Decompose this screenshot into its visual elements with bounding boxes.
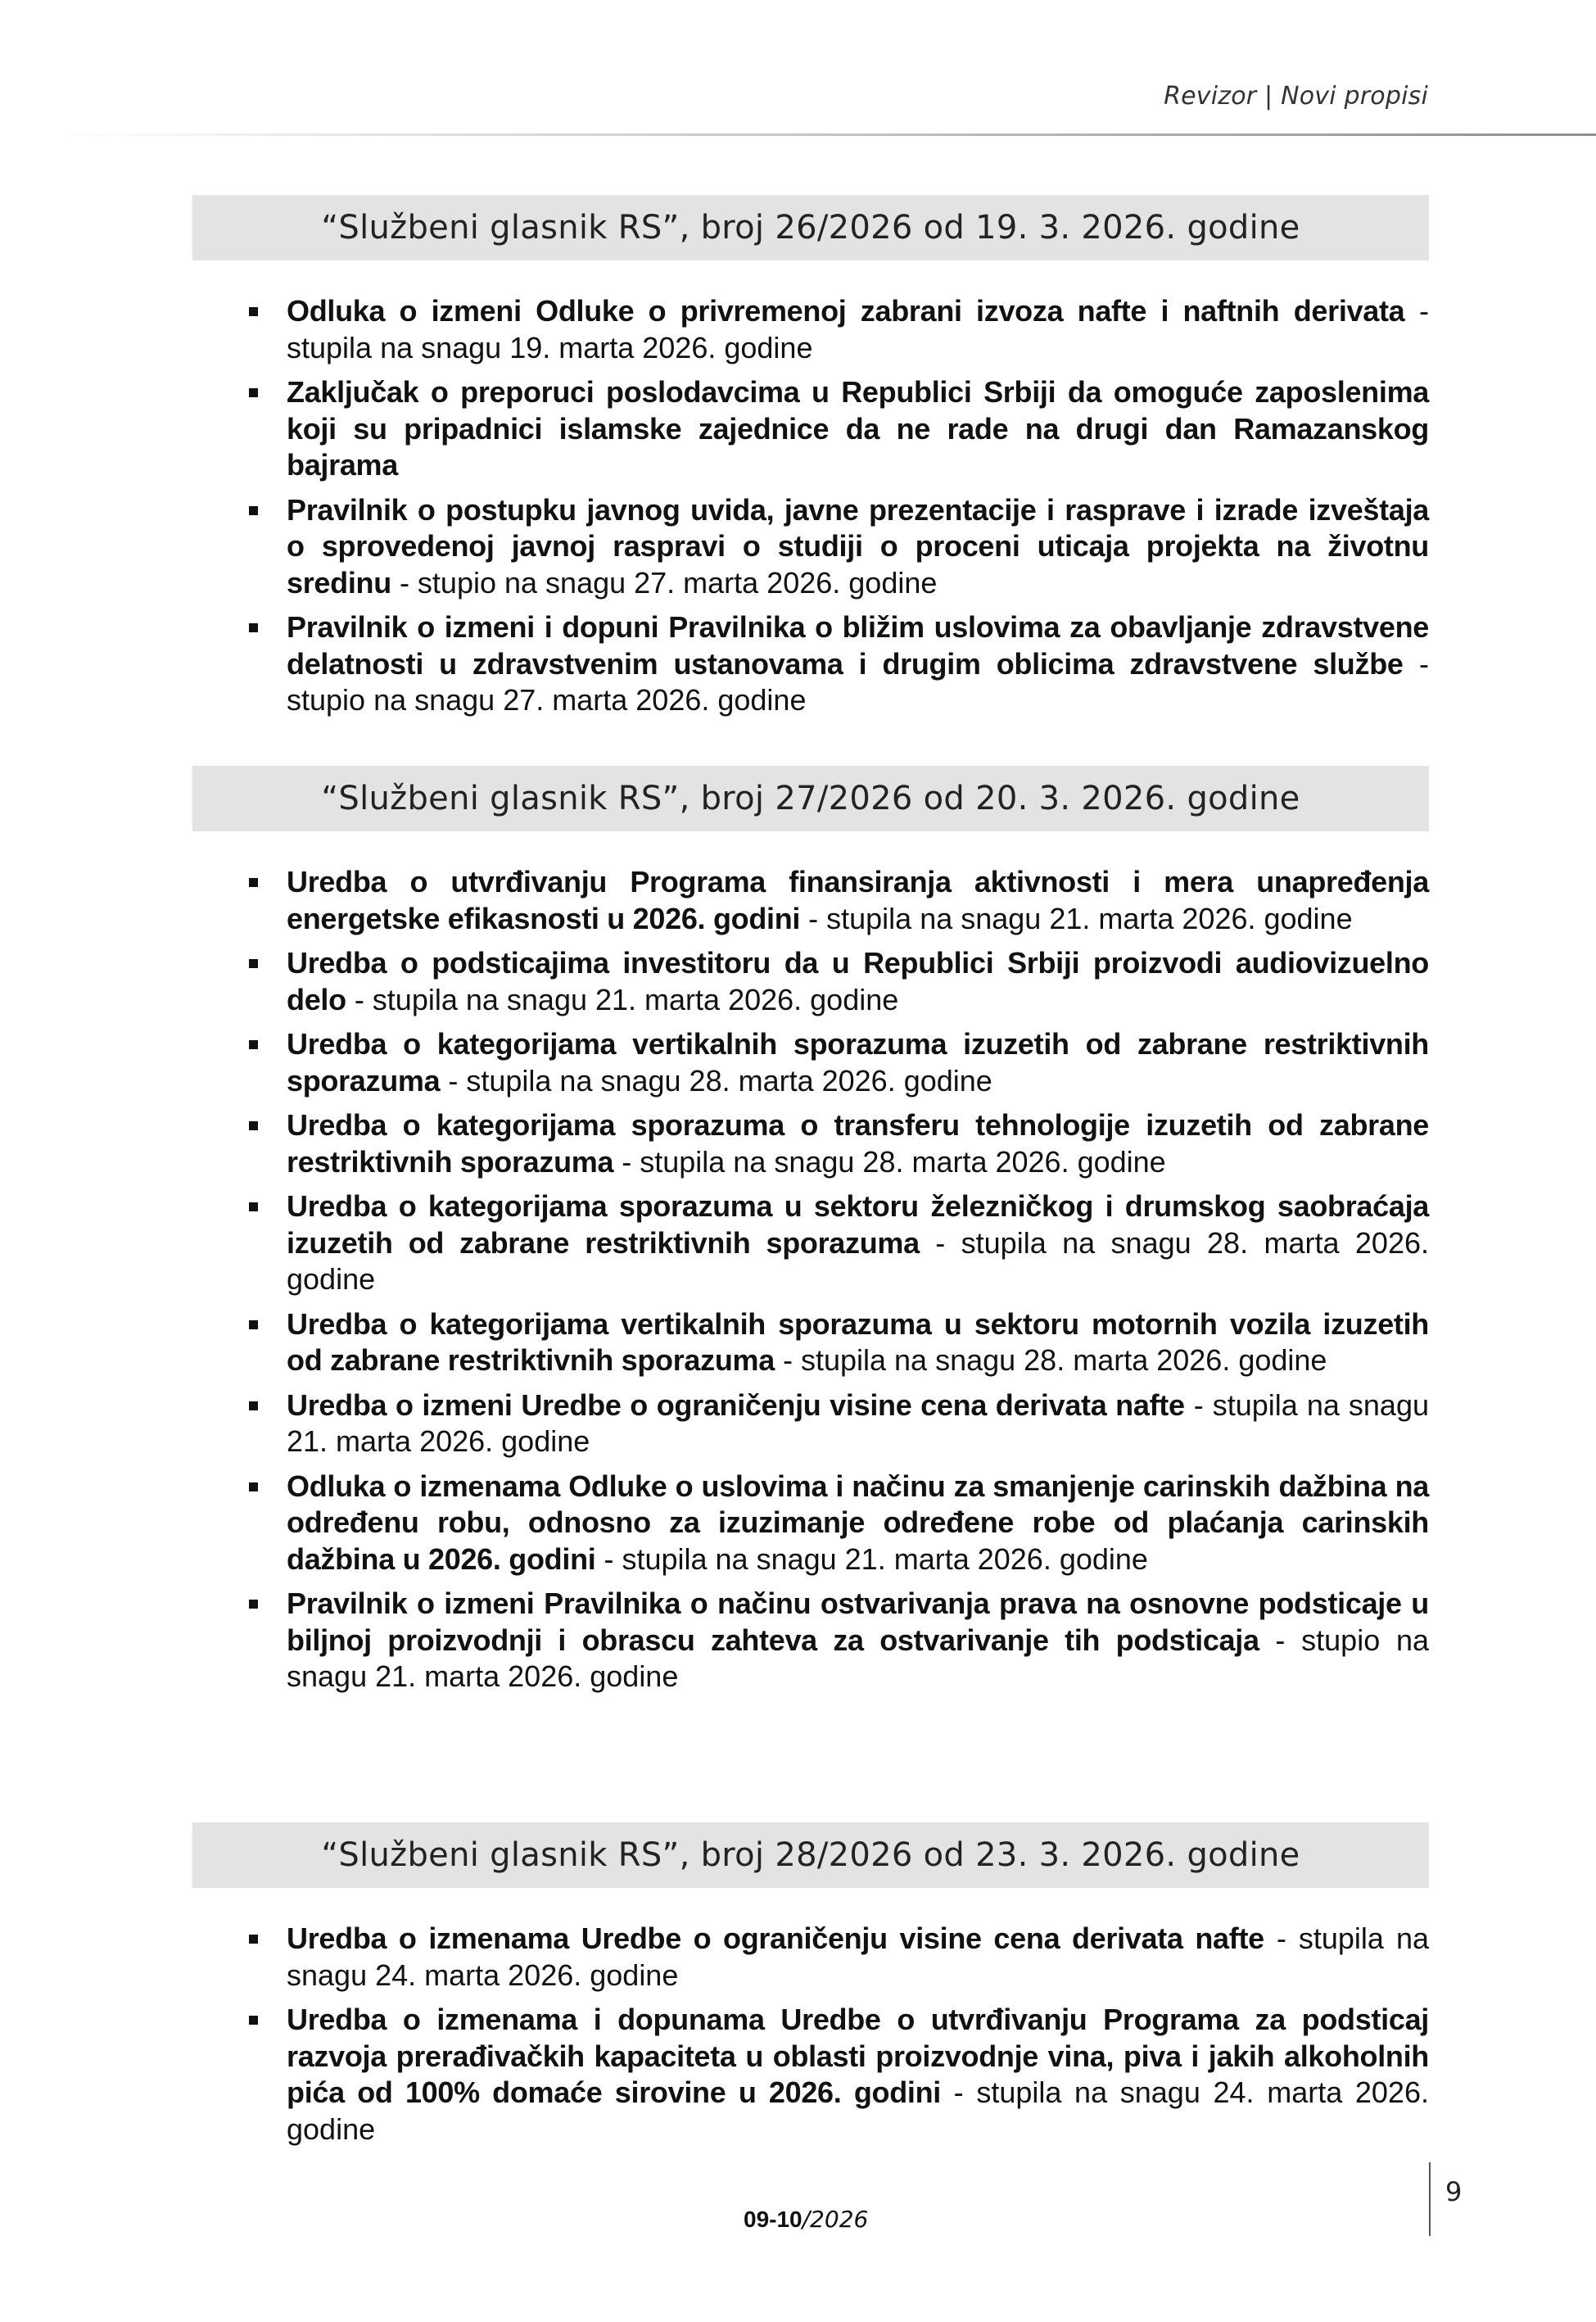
list-item (287, 374, 1429, 484)
effective-date-note: - stupila na snagu 24. marta 2026. godine (287, 2075, 1429, 2146)
running-head: Revizor | Novi propisi (1164, 82, 1428, 111)
regulation-title: Uredba o izmenama i dopunama Uredbe o utvrđivanju Programa za podsticaj razvoja prerađivačkih kapaciteta u oblasti proizvodnje vina, piva i jakih alkoholnih pića od 100% domaće sirovine u 2026. godini (287, 2003, 1429, 2109)
effective-date-note: - stupila na snagu 24. marta 2026. godine (287, 1921, 1429, 1992)
list-item (287, 1026, 1429, 1099)
page-number-divider (1429, 2162, 1431, 2236)
effective-date-note: - stupio na snagu 27. marta 2026. godine (287, 646, 1429, 717)
list-item (287, 609, 1429, 719)
effective-date-note: - stupila na snagu 21. marta 2026. godine (287, 1387, 1429, 1458)
regulation-title: Zaključak o preporuci poslodavcima u Republici Srbiji da omoguće zaposlenima koji su pripadnici islamske zajednice da ne rade na drugi dan Ramazanskog bajrama (287, 375, 1429, 482)
issue-number (744, 2206, 868, 2233)
regulation-title: Uredba o utvrđivanju Programa finansiranja aktivnosti i mera unapređenja energetske efikasnosti u 2026. godini (287, 865, 1429, 935)
regulation-title: Odluka o izmenama Odluke o uslovima i načinu za smanjenje carinskih dažbina na određenu robu, odnosno za izuzimanje određene robe od plaćanja carinskih dažbina u 2026. godini (287, 1469, 1429, 1576)
issue-year: /2026 (802, 2206, 869, 2233)
list-item (287, 945, 1429, 1018)
effective-date-note: - stupila na snagu 21. marta 2026. godine (346, 982, 899, 1016)
issue-label: 09-10 (744, 2207, 803, 2232)
regulation-title: Pravilnik o postupku javnog uvida, javne prezentacije i rasprave i izrade izveštaja o sprovedenoj javnoj raspravi o studiji o proceni uticaja projekta na životnu sredinu (287, 492, 1429, 600)
regulation-list (287, 864, 1429, 1704)
list-item (287, 864, 1429, 937)
regulation-title: Uredba o kategorijama sporazuma u sektoru železničkog i drumskog saobraćaja izuzetih od zabrane restriktivnih sporazuma (287, 1189, 1429, 1260)
regulation-title: Uredba o kategorijama vertikalnih sporazuma u sektoru motornih vozila izuzetih od zabrane restriktivnih sporazuma (287, 1306, 1429, 1377)
regulation-list (287, 293, 1429, 727)
list-item (287, 1107, 1429, 1180)
list-item (287, 2002, 1429, 2148)
regulation-title: Pravilnik o izmeni i dopuni Pravilnika o bližim uslovima za obavljanje zdravstvene delatnosti u zdravstvenim ustanovama i drugim oblicima zdravstvene službe (287, 610, 1429, 681)
list-item (287, 1921, 1429, 1994)
regulation-title: Uredba o izmenama Uredbe o ograničenju visine cena derivata nafte (287, 1921, 1264, 1955)
list-item (287, 1469, 1429, 1578)
list-item (287, 1387, 1429, 1460)
page-number: 9 (1445, 2176, 1463, 2207)
header-rule (49, 134, 1596, 136)
effective-date-note: - stupila na snagu 21. marta 2026. godine (800, 901, 1353, 935)
effective-date-note: - stupila na snagu 28. marta 2026. godine (440, 1063, 992, 1098)
gazette-issue-heading: “Službeni glasnik RS”, broj 27/2026 od 20. 3. 2026. godine (192, 766, 1429, 831)
regulation-title: Odluka o izmeni Odluke o privremenoj zabrani izvoza nafte i naftnih derivata (287, 294, 1405, 328)
effective-date-note: - stupila na snagu 19. marta 2026. godine (287, 294, 1429, 364)
list-item (287, 293, 1429, 366)
regulation-list (287, 1921, 1429, 2156)
effective-date-note: - stupila na snagu 28. marta 2026. godine (774, 1343, 1327, 1377)
effective-date-note: - stupila na snagu 28. marta 2026. godine (613, 1144, 1166, 1179)
effective-date-note: - stupio na snagu 21. marta 2026. godine (287, 1623, 1429, 1693)
regulation-title: Uredba o izmeni Uredbe o ograničenju visine cena derivata nafte (287, 1387, 1185, 1422)
regulation-title: Uredba o podsticajima investitoru da u Republici Srbiji proizvodi audiovizuelno delo (287, 946, 1429, 1016)
list-item (287, 492, 1429, 602)
list-item (287, 1586, 1429, 1695)
list-item (287, 1306, 1429, 1379)
list-item (287, 1188, 1429, 1298)
effective-date-note: - stupila na snagu 21. marta 2026. godine (595, 1541, 1148, 1576)
gazette-issue-heading: “Službeni glasnik RS”, broj 26/2026 od 19. 3. 2026. godine (192, 195, 1429, 260)
regulation-title: Uredba o kategorijama vertikalnih sporazuma izuzetih od zabrane restriktivnih sporazuma (287, 1027, 1429, 1098)
effective-date-note: - stupila na snagu 28. marta 2026. godine (287, 1225, 1429, 1296)
effective-date-note: - stupio na snagu 27. marta 2026. godine (391, 565, 938, 600)
regulation-title: Uredba o kategorijama sporazuma o transferu tehnologije izuzetih od zabrane restriktivnih sporazuma (287, 1108, 1429, 1179)
gazette-issue-heading: “Službeni glasnik RS”, broj 28/2026 od 23. 3. 2026. godine (192, 1822, 1429, 1888)
regulation-title: Pravilnik o izmeni Pravilnika o načinu ostvarivanja prava na osnovne podsticaje u biljnoj proizvodnji i obrascu zahteva za ostvarivanje tih podsticaja (287, 1586, 1429, 1657)
